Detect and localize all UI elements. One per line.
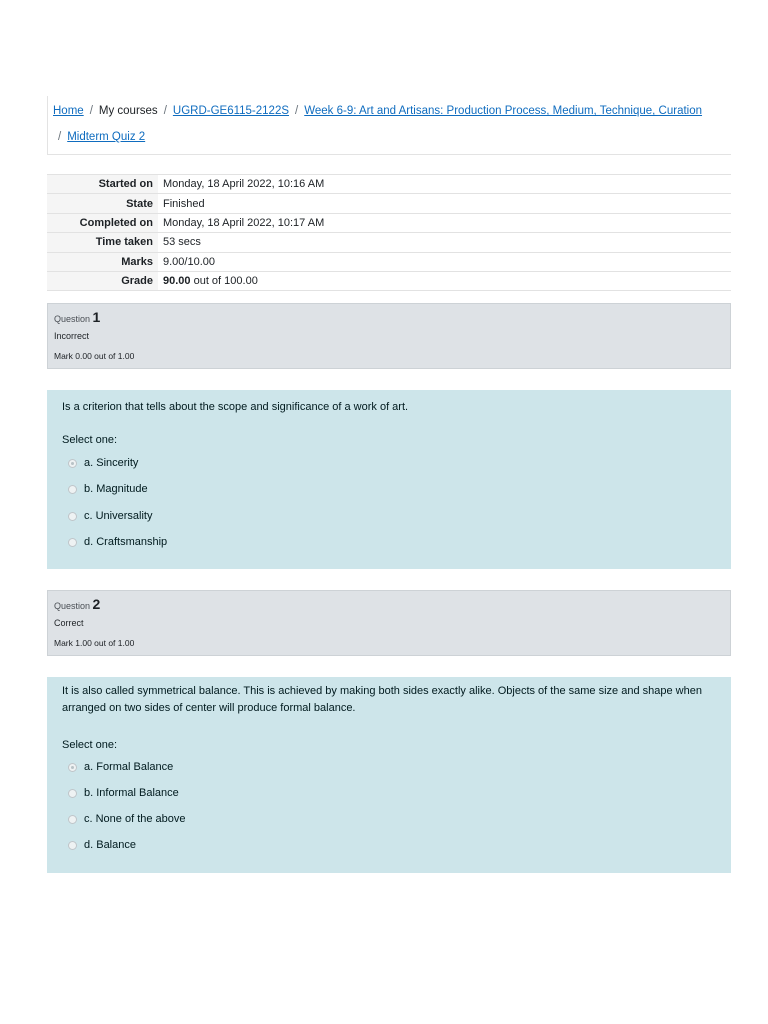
question-number bbox=[54, 596, 100, 612]
grade-score: 90.00 bbox=[163, 275, 191, 288]
answer-option-c[interactable] bbox=[68, 509, 152, 523]
question-mark: Mark 1.00 out of 1.00 bbox=[54, 638, 135, 648]
question-text: It is also called symmetrical balance. This is achieved by making both sides exactly alike. Objects of the same size and shape when arranged on two sides of center will produce formal balance. bbox=[62, 685, 702, 714]
answer-label: d. Craftsmanship bbox=[84, 536, 168, 548]
answer-option-b[interactable] bbox=[68, 786, 179, 800]
attempt-summary-table bbox=[47, 174, 731, 291]
answer-label: c. None of the above bbox=[84, 813, 186, 825]
summary-value: 53 secs bbox=[158, 233, 731, 252]
answer-label: c. Universality bbox=[84, 510, 153, 522]
select-one-prompt: Select one: bbox=[62, 434, 118, 446]
answer-label: d. Balance bbox=[84, 839, 136, 851]
summary-row-grade bbox=[47, 271, 731, 290]
question-label: Question bbox=[54, 601, 91, 611]
answer-option-d[interactable] bbox=[68, 535, 167, 549]
radio-button[interactable] bbox=[68, 485, 77, 494]
summary-value: Finished bbox=[158, 194, 731, 213]
summary-label: Time taken bbox=[47, 233, 158, 252]
question-1-info bbox=[47, 303, 731, 369]
summary-label: Completed on bbox=[47, 213, 158, 232]
answer-label: a. Sincerity bbox=[84, 457, 139, 469]
answer-option-d[interactable] bbox=[68, 838, 136, 852]
answer-option-a[interactable] bbox=[68, 760, 173, 774]
select-one-prompt: Select one: bbox=[62, 739, 118, 751]
breadcrumb-separator: / bbox=[295, 105, 299, 117]
breadcrumb-home-link[interactable]: Home bbox=[53, 105, 84, 117]
summary-label: Marks bbox=[47, 252, 158, 271]
radio-button[interactable] bbox=[68, 538, 77, 547]
summary-row-time-taken bbox=[47, 233, 731, 252]
radio-button[interactable] bbox=[68, 789, 77, 798]
radio-button[interactable] bbox=[68, 815, 77, 824]
question-mark: Mark 0.00 out of 1.00 bbox=[54, 351, 135, 361]
summary-value: 9.00/10.00 bbox=[158, 252, 731, 271]
answer-label: b. Magnitude bbox=[84, 483, 148, 495]
summary-value: Monday, 18 April 2022, 10:16 AM bbox=[158, 175, 731, 194]
question-label: Question bbox=[54, 314, 91, 324]
radio-button[interactable] bbox=[68, 459, 77, 468]
answer-option-b[interactable] bbox=[68, 482, 148, 496]
summary-row-marks bbox=[47, 252, 731, 271]
summary-label: Started on bbox=[47, 175, 158, 194]
breadcrumb-separator: / bbox=[58, 131, 62, 143]
summary-value bbox=[158, 271, 731, 290]
breadcrumb-quiz-link[interactable]: Midterm Quiz 2 bbox=[67, 131, 146, 143]
breadcrumb-separator: / bbox=[163, 105, 167, 117]
radio-button[interactable] bbox=[68, 841, 77, 850]
summary-row-started bbox=[47, 175, 731, 194]
answer-label: b. Informal Balance bbox=[84, 787, 179, 799]
summary-label: Grade bbox=[47, 271, 158, 290]
quiz-review-page bbox=[47, 96, 731, 851]
answer-option-c[interactable] bbox=[68, 812, 186, 826]
summary-row-completed bbox=[47, 213, 731, 232]
question-state: Incorrect bbox=[54, 331, 90, 341]
question-number-value: 1 bbox=[92, 309, 101, 325]
grade-suffix: out of 100.00 bbox=[190, 275, 258, 288]
breadcrumb-separator: / bbox=[89, 105, 93, 117]
question-number bbox=[54, 309, 100, 325]
summary-value: Monday, 18 April 2022, 10:17 AM bbox=[158, 213, 731, 232]
question-text: Is a criterion that tells about the scope and significance of a work of art. bbox=[62, 401, 409, 413]
answer-option-a[interactable] bbox=[68, 456, 138, 470]
question-2-info bbox=[47, 590, 731, 656]
question-1-formulation bbox=[47, 390, 731, 569]
breadcrumb bbox=[47, 96, 731, 155]
breadcrumb-course-link[interactable]: UGRD-GE6115-2122S bbox=[172, 105, 290, 117]
breadcrumb-my-courses: My courses bbox=[98, 105, 158, 117]
answer-label: a. Formal Balance bbox=[84, 761, 174, 773]
breadcrumb-section-link[interactable]: Week 6-9: Art and Artisans: Production Process, Medium, Technique, Curation bbox=[304, 105, 703, 117]
radio-button[interactable] bbox=[68, 512, 77, 521]
question-state: Correct bbox=[54, 618, 84, 628]
question-number-value: 2 bbox=[92, 596, 101, 612]
summary-row-state bbox=[47, 194, 731, 213]
radio-button[interactable] bbox=[68, 763, 77, 772]
question-2-formulation bbox=[47, 677, 731, 873]
summary-label: State bbox=[47, 194, 158, 213]
